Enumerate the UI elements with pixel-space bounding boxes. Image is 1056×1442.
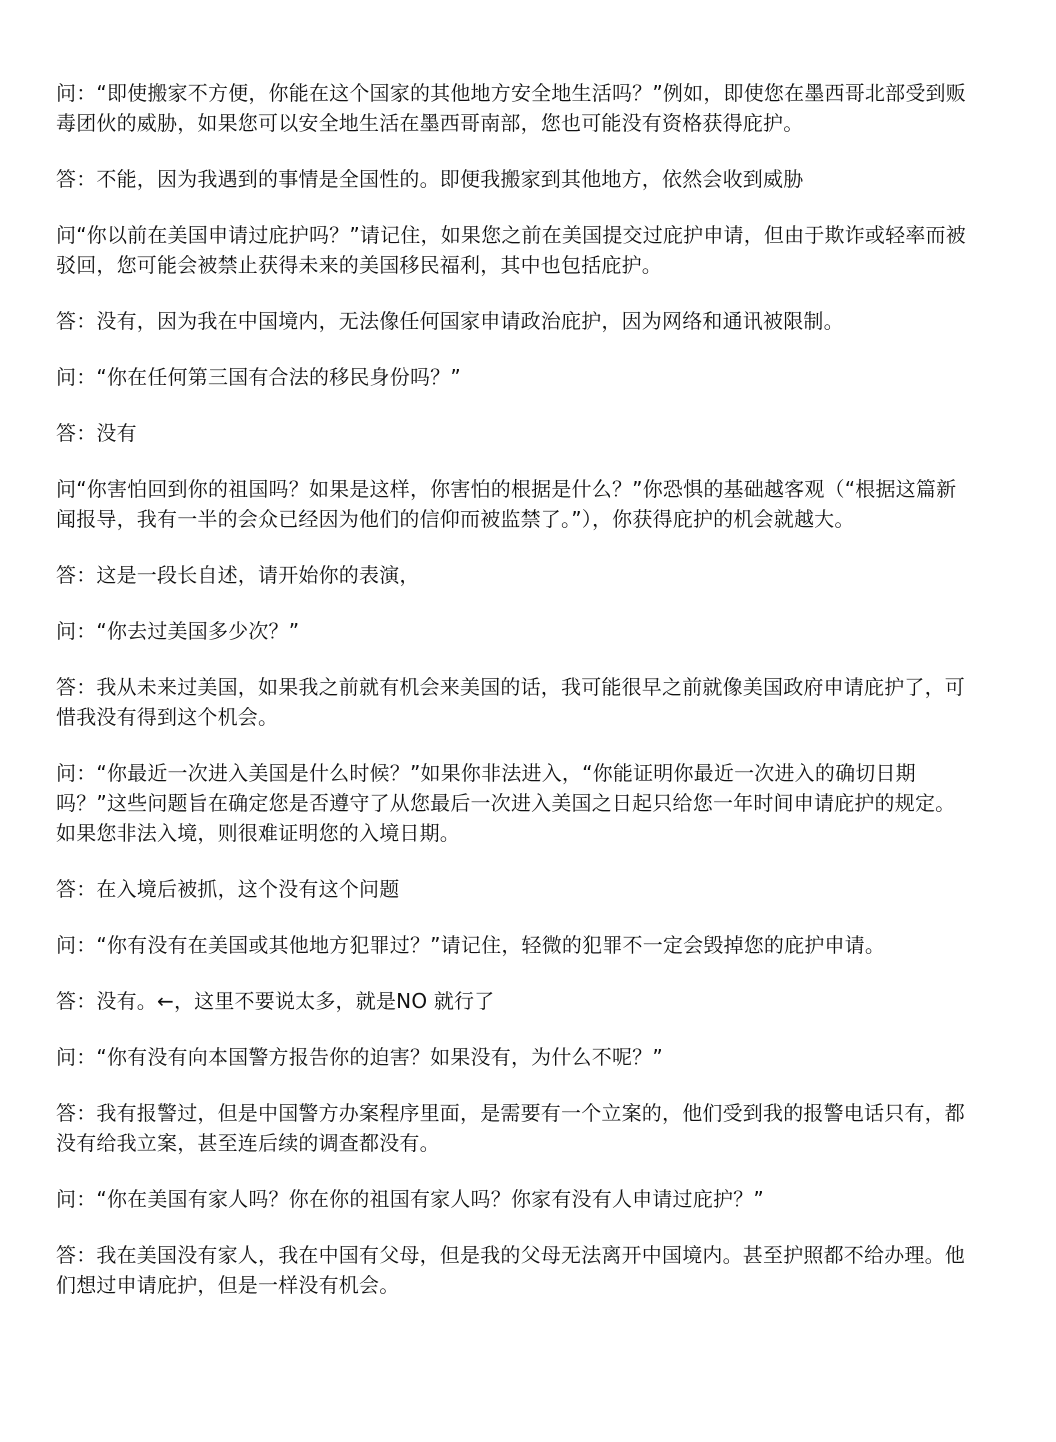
paragraph-answer-police: 答：我有报警过，但是中国警方办案程序里面，是需要有一个立案的，他们受到我的报警电话只有，都没有给我立案，甚至连后续的调查都没有。	[56, 1101, 965, 1155]
paragraph-question-police: 问：“你有没有向本国警方报告你的迫害？如果没有，为什么不呢？”	[56, 1045, 663, 1069]
paragraph-answer-fear: 答：这是一段长自述，请开始你的表演，	[56, 563, 420, 587]
paragraph-question-crime: 问：“你有没有在美国或其他地方犯罪过？”请记住，轻微的犯罪不一定会毁掉您的庇护申请。	[56, 933, 886, 957]
paragraph-question-family: 问：“你在美国有家人吗？你在你的祖国有家人吗？你家有没有人申请过庇护？”	[56, 1187, 764, 1211]
paragraph-answer-prior-asylum: 答：没有，因为我在中国境内，无法像任何国家申请政治庇护，因为网络和通讯被限制。	[56, 309, 844, 333]
paragraph-answer-relocation: 答：不能，因为我遇到的事情是全国性的。即便我搬家到其他地方，依然会收到威胁	[56, 167, 804, 191]
paragraph-question-relocation: 问：“即使搬家不方便，你能在这个国家的其他地方安全地生活吗？”例如，即使您在墨西哥北部受到贩毒团伙的威胁，如果您可以安全地生活在墨西哥南部，您也可能没有资格获得庇护。	[56, 81, 966, 135]
paragraph-question-last-entry: 问：“你最近一次进入美国是什么时候？”如果你非法进入，“你能证明你最近一次进入的确切日期吗？”这些问题旨在确定您是否遵守了从您最后一次进入美国之日起只给您一年时间申请庇护的规定。如果您非法入境，则很难证明您的入境日期。	[56, 761, 956, 845]
paragraph-answer-visits: 答：我从未来过美国，如果我之前就有机会来美国的话，我可能很早之前就像美国政府申请庇护了，可惜我没有得到这个机会。	[56, 675, 965, 729]
paragraph-question-fear: 问“你害怕回到你的祖国吗？如果是这样，你害怕的根据是什么？”你恐惧的基础越客观（“根据这篇新闻报导，我有一半的会众已经因为他们的信仰而被监禁了。”），你获得庇护的机会就越大。	[56, 477, 957, 531]
paragraph-question-third-country: 问：“你在任何第三国有合法的移民身份吗？”	[56, 365, 461, 389]
paragraph-answer-family: 答：我在美国没有家人，我在中国有父母，但是我的父母无法离开中国境内。甚至护照都不给办理。他们想过申请庇护，但是一样没有机会。	[56, 1243, 965, 1297]
paragraph-question-prior-asylum: 问“你以前在美国申请过庇护吗？”请记住，如果您之前在美国提交过庇护申请，但由于欺诈或轻率而被驳回，您可能会被禁止获得未来的美国移民福利，其中也包括庇护。	[56, 223, 966, 277]
document-page	[56, 78, 971, 1326]
paragraph-answer-third-country: 答：没有	[56, 421, 137, 445]
paragraph-question-visits: 问：“你去过美国多少次？”	[56, 619, 300, 643]
paragraph-answer-crime: 答：没有。←，这里不要说太多，就是NO 就行了	[56, 989, 495, 1013]
paragraph-answer-last-entry: 答：在入境后被抓，这个没有这个问题	[56, 877, 400, 901]
